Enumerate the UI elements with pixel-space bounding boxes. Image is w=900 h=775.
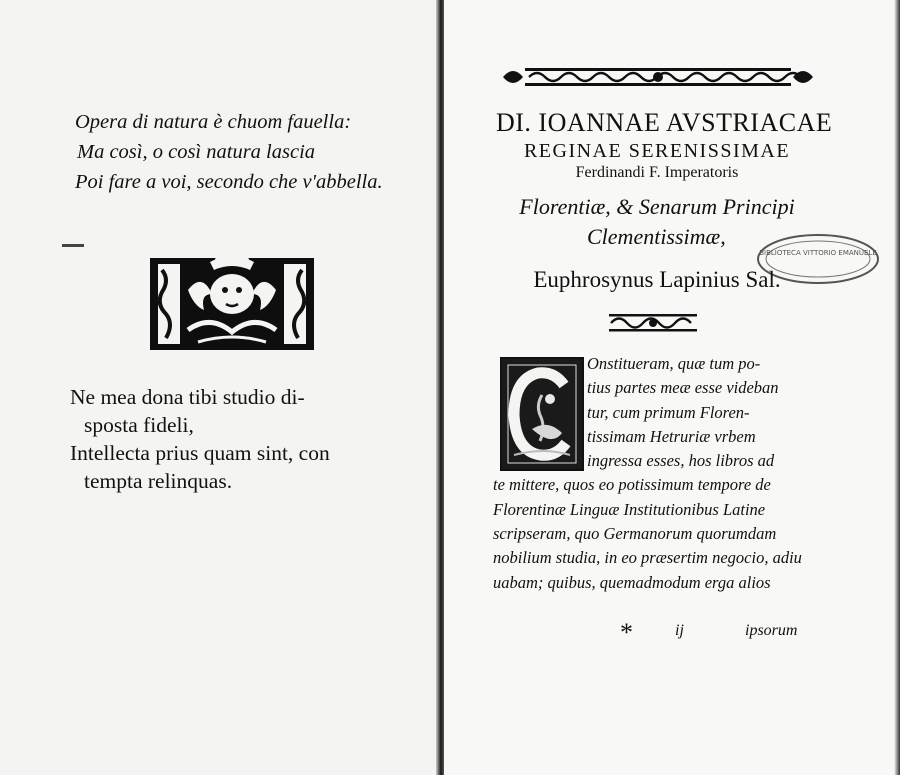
- verse-line: Poi fare a voi, secondo che v'abbella.: [75, 171, 383, 193]
- dedication-title: DI. IOANNAE AVSTRIACAE: [496, 108, 833, 137]
- body-line: uabam; quibus, quemadmodum erga alios: [493, 572, 771, 592]
- left-page: [0, 0, 442, 775]
- ink-mark: [62, 244, 84, 247]
- body-line: tissimam Hetruriæ vrbem: [587, 426, 756, 446]
- headpiece-fleuron: [499, 64, 817, 90]
- catchword: ipsorum: [745, 622, 798, 639]
- body-line: ingressa esses, hos libros ad: [587, 451, 775, 471]
- body-line: te mittere, quos eo potissimum tempore de: [493, 475, 771, 495]
- dedication-body: [493, 352, 823, 595]
- small-fleuron: [603, 311, 703, 335]
- body-line: Onstitueram, quæ tum po-: [587, 354, 761, 373]
- stamp-text: BIBLIOTECA VITTORIO EMANUELE: [759, 249, 877, 257]
- distich-line: tempta relinquas.: [84, 469, 233, 493]
- distich-line: Intellecta prius quam sint, con: [70, 441, 330, 465]
- body-line: scripseram, quo Germanorum quorumdam: [493, 524, 777, 544]
- ornamental-vignette: [148, 250, 316, 354]
- signature-mark: *: [620, 618, 633, 647]
- italian-verse: [75, 107, 383, 197]
- dedication-italic: Florentiæ, & Senarum Principi: [519, 194, 795, 219]
- latin-distich: [70, 383, 330, 495]
- dedication-subtitle: REGINAE SERENISSIMAE: [523, 140, 791, 162]
- verse-line: Opera di natura è chuom fauella:: [75, 111, 352, 133]
- body-line: tius partes meæ esse videban: [587, 378, 779, 398]
- distich-line: Ne mea dona tibi studio di-: [70, 385, 305, 409]
- distich-line: sposta fideli,: [84, 413, 194, 437]
- body-line: Florentinæ Linguæ Institutionibus Latine: [493, 499, 766, 519]
- body-line: nobilium studia, in eo præsertim negocio, adiu: [493, 548, 802, 568]
- author-salutation: Euphrosynus Lapinius Sal.: [533, 267, 781, 292]
- verse-line: Ma così, o così natura lascia: [77, 141, 316, 163]
- signature: ij: [675, 622, 684, 639]
- dedication-line: Ferdinandi F. Imperatoris: [575, 164, 739, 181]
- body-line: tur, cum primum Floren-: [587, 402, 750, 422]
- dedication-italic: Clementissimæ,: [587, 224, 726, 249]
